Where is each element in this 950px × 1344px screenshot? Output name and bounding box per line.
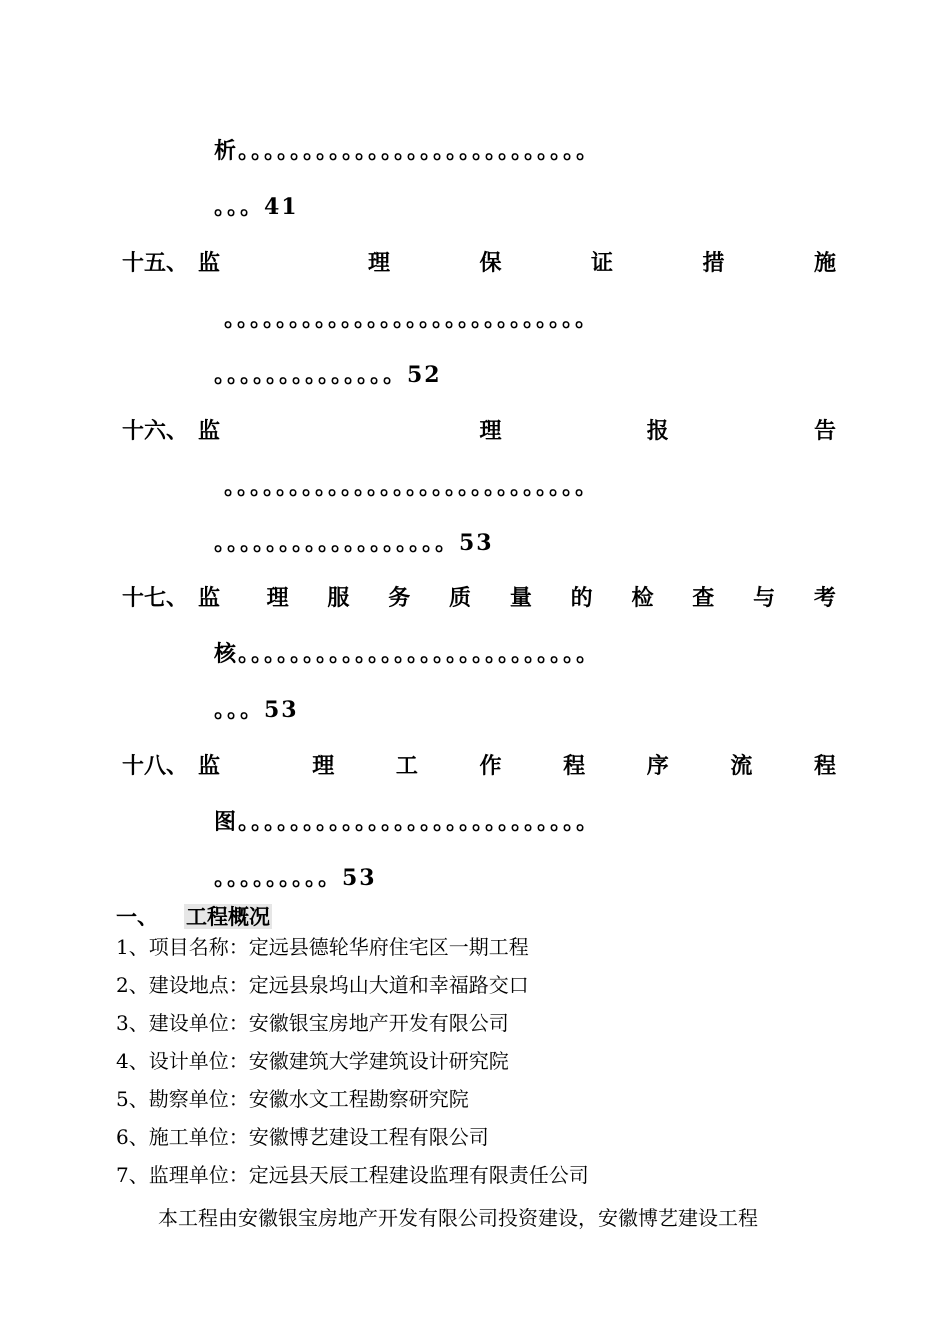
toc-spacer [250, 751, 251, 781]
toc-char: 告 [813, 418, 836, 444]
toc-item-15-page: 。。。。。。。。。。。。。。52 [214, 362, 442, 388]
toc-item-17-page: 。。。53 [214, 697, 299, 723]
toc-char: 证 [590, 250, 613, 276]
info-item-surveyor: 5、勘察单位：安徽水文工程勘察研究院 [116, 1087, 469, 1111]
toc-item-16-page: 。。。。。。。。。。。。。。。。。。53 [214, 530, 494, 556]
section-title: 工程概况 [186, 904, 270, 929]
section-heading [116, 902, 272, 932]
toc-char: 工 [395, 753, 418, 779]
toc-char: 理 [479, 418, 502, 444]
info-item-project-name: 1、项目名称：定远县德轮华府住宅区一期工程 [116, 935, 529, 959]
info-item-location: 2、建设地点：定远县泉坞山大道和幸福路交口 [116, 973, 529, 997]
toc-item-18-heading [122, 751, 836, 781]
toc-item-17-number: 十七、 [122, 585, 189, 611]
toc-char: 服 [327, 585, 350, 611]
toc-char: 质 [449, 585, 472, 611]
toc-char: 措 [702, 250, 725, 276]
toc-char: 量 [509, 585, 532, 611]
toc-item-15-heading [122, 248, 836, 278]
toc-item-16-leader: 。。。。。。。。。。。。。。。。。。。。。。。。。。。。 [224, 474, 600, 500]
toc-char: 程 [563, 753, 586, 779]
toc-item-17-leader: 核。。。。。。。。。。。。。。。。。。。。。。。。。。。 [214, 641, 601, 667]
info-item-owner: 3、建设单位：安徽银宝房地产开发有限公司 [116, 1011, 509, 1035]
toc-char: 流 [730, 753, 753, 779]
toc-char: 保 [479, 250, 502, 276]
toc-char: 理 [367, 250, 390, 276]
toc-item-16-number: 十六、 [122, 418, 189, 444]
toc-item-16-first-char: 监 [198, 418, 221, 444]
toc-char: 序 [646, 753, 669, 779]
toc-char: 程 [813, 753, 836, 779]
toc-item-16-heading [122, 416, 836, 446]
toc-char: 查 [692, 585, 715, 611]
toc-char: 作 [479, 753, 502, 779]
toc-item-18-leader: 图。。。。。。。。。。。。。。。。。。。。。。。。。。。 [214, 809, 601, 835]
toc-char: 报 [646, 418, 669, 444]
toc-char: 检 [631, 585, 654, 611]
toc-char: 与 [753, 585, 776, 611]
toc-item-15-number: 十五、 [122, 250, 189, 276]
toc-item-15-leader: 。。。。。。。。。。。。。。。。。。。。。。。。。。。。 [224, 306, 600, 332]
toc-item-17-heading [122, 583, 836, 613]
toc-char: 施 [813, 250, 836, 276]
toc-item-14-page: 。。。41 [214, 194, 299, 220]
section-number: 一、 [116, 904, 158, 929]
toc-char: 的 [570, 585, 593, 611]
toc-item-17-first-char: 监 [198, 585, 221, 611]
info-item-supervisor: 7、监理单位：定远县天辰工程建设监理有限责任公司 [116, 1163, 589, 1187]
info-item-contractor: 6、施工单位：安徽博艺建设工程有限公司 [116, 1125, 489, 1149]
toc-char: 理 [266, 585, 289, 611]
toc-item-18-number: 十八、 [122, 753, 189, 779]
toc-item-14-line1: 析。。。。。。。。。。。。。。。。。。。。。。。。。。。 [214, 138, 601, 164]
body-paragraph: 本工程由安徽银宝房地产开发有限公司投资建设，安徽博艺建设工程 [158, 1206, 758, 1230]
toc-char: 考 [813, 585, 836, 611]
toc-char: 务 [388, 585, 411, 611]
toc-spacer [227, 583, 228, 613]
toc-spacer [333, 416, 334, 446]
info-item-designer: 4、设计单位：安徽建筑大学建筑设计研究院 [116, 1049, 509, 1073]
toc-item-18-first-char: 监 [198, 753, 221, 779]
toc-char: 理 [312, 753, 335, 779]
toc-item-18-page: 。。。。。。。。。53 [214, 865, 377, 891]
toc-spacer [278, 248, 279, 278]
toc-item-15-first-char: 监 [198, 250, 221, 276]
